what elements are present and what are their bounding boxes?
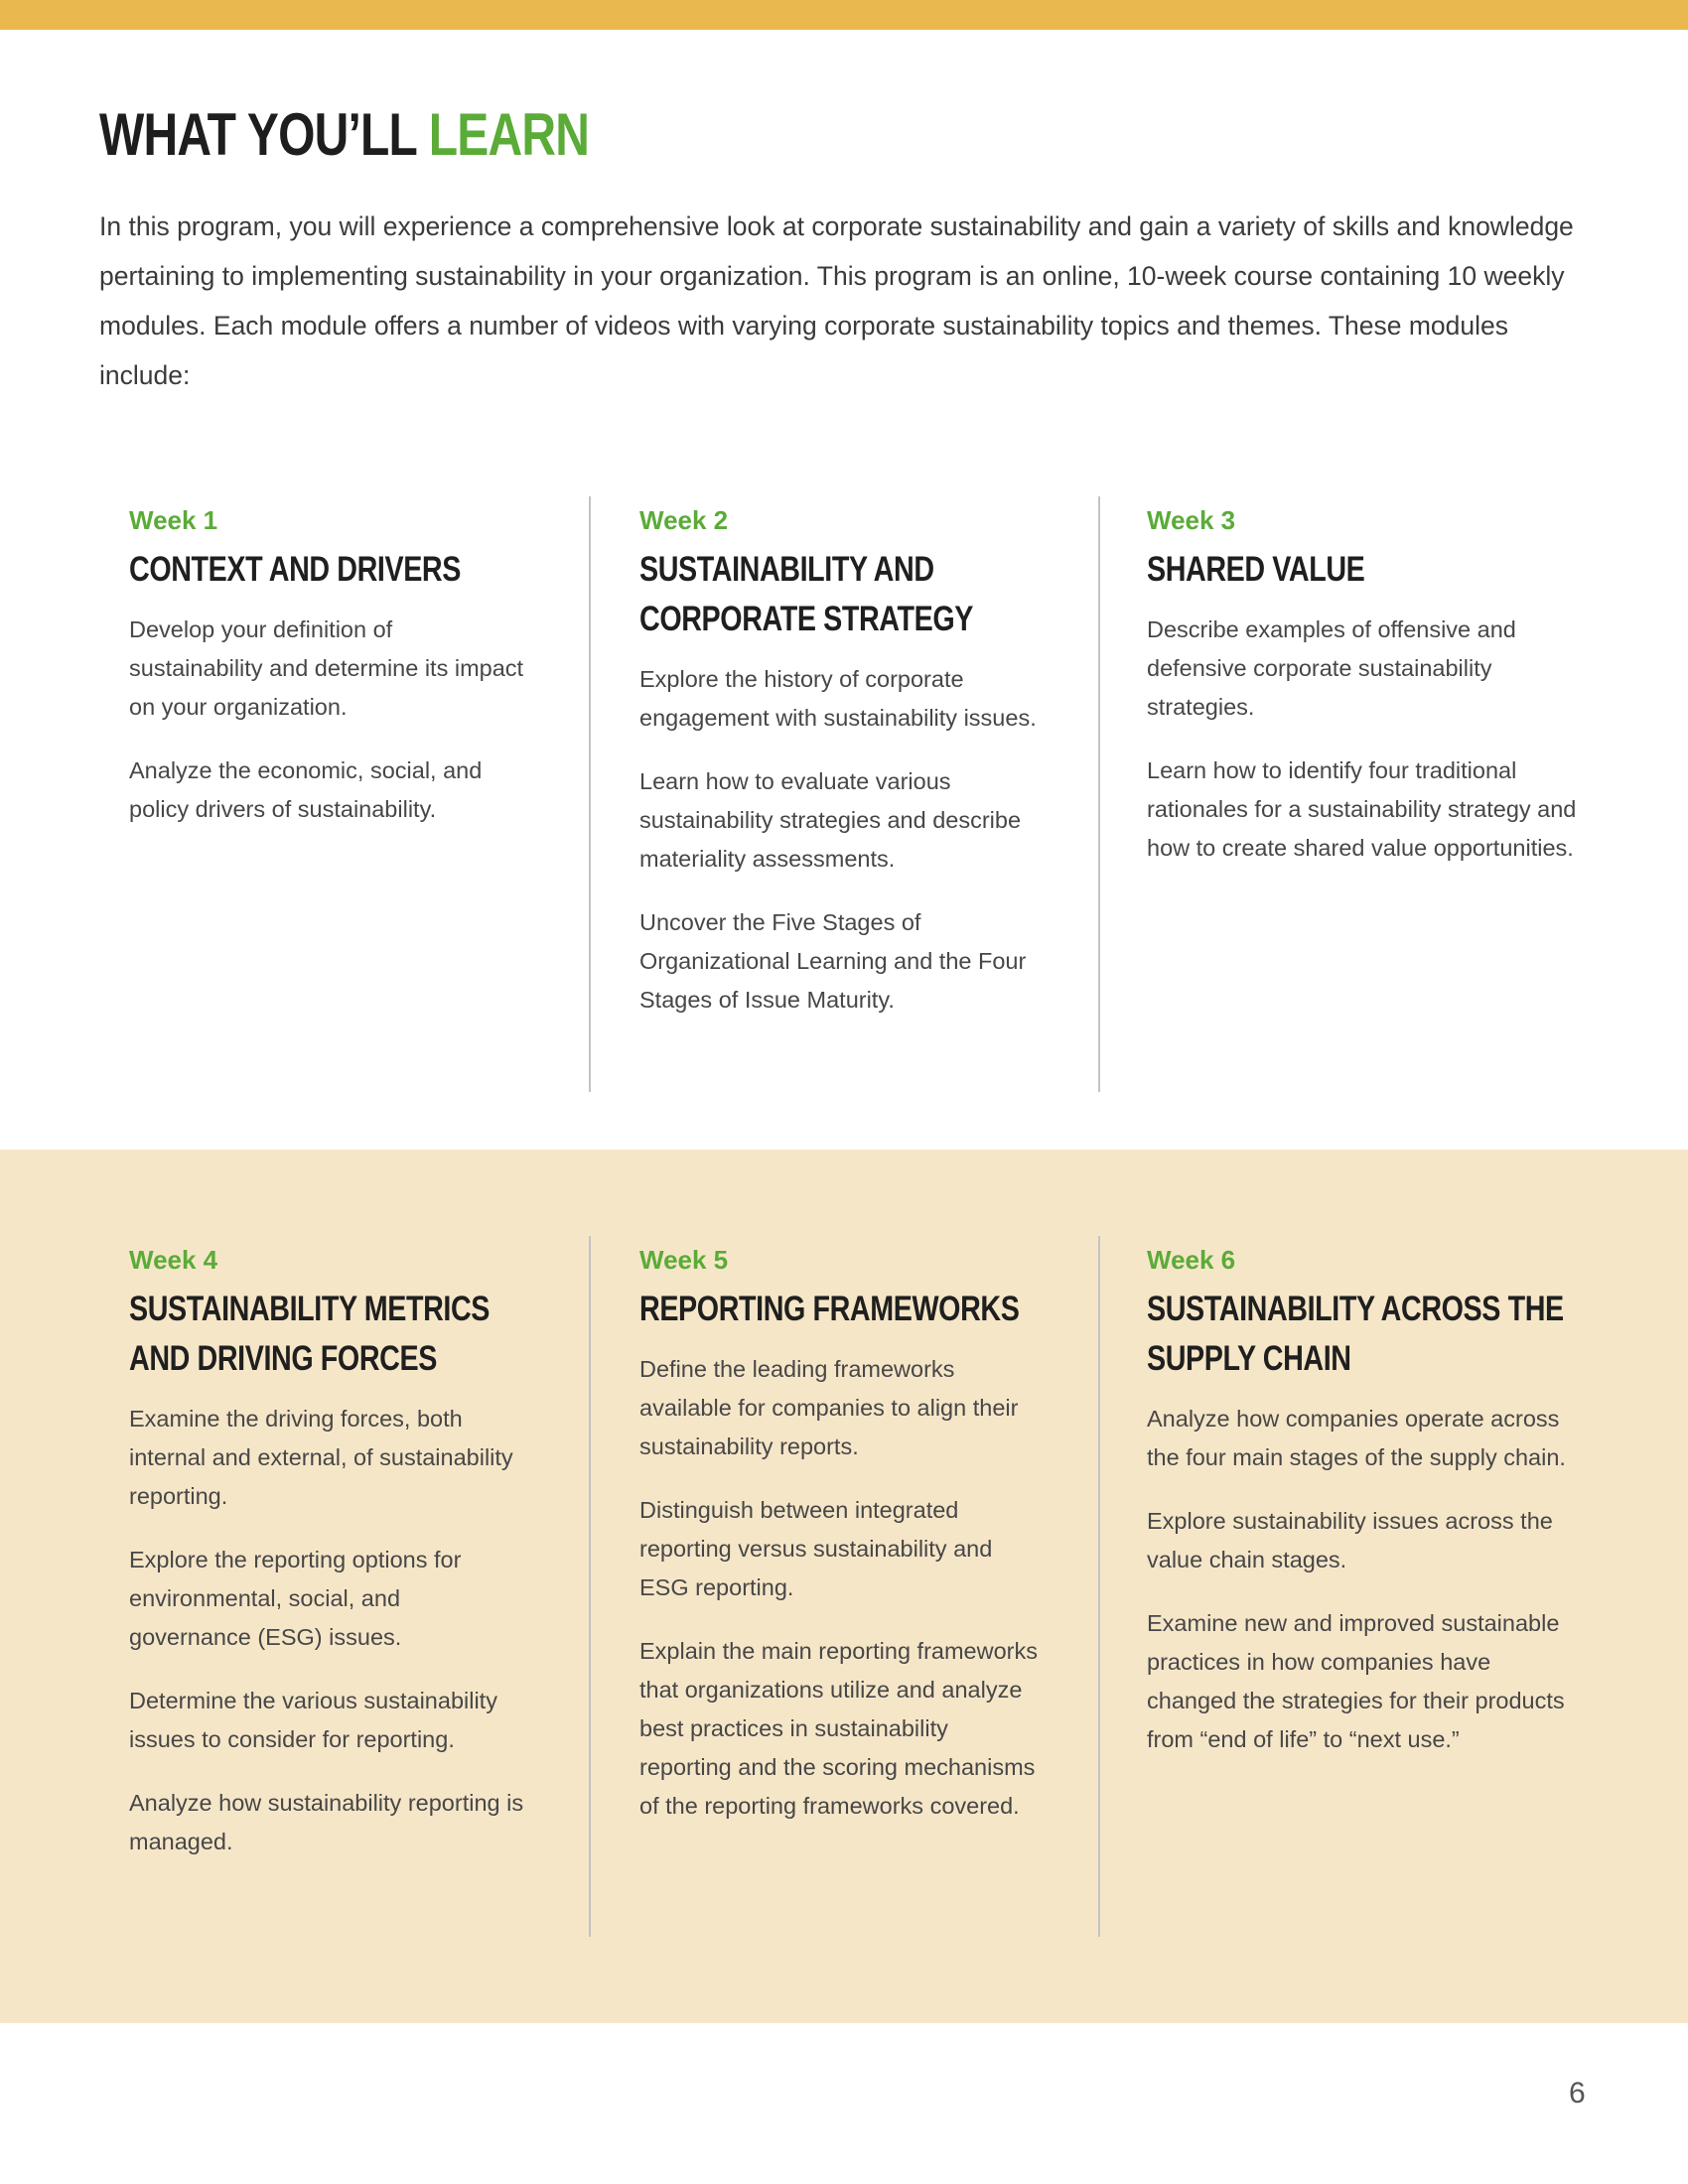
objective: Explore sustainability issues across the value chain stages. xyxy=(1147,1508,1553,1572)
module-week-5 xyxy=(589,1236,1046,1937)
module-title: SHARED VALUE xyxy=(1147,550,1365,589)
module-title: SUSTAINABILITY ACROSS THE SUPPLY CHAIN xyxy=(1147,1290,1564,1378)
objective: Uncover the Five Stages of Organizational Learning and the Four Stages of Issue Maturity. xyxy=(639,909,1027,1013)
module-title: SUSTAINABILITY METRICS AND DRIVING FORCES xyxy=(129,1290,491,1378)
week-label: Week 1 xyxy=(129,505,218,535)
module-week-6 xyxy=(1098,1236,1585,1937)
objective: Determine the various sustainability issues to consider for reporting. xyxy=(129,1688,497,1752)
week-label: Week 3 xyxy=(1147,505,1236,535)
objective: Analyze how sustainability reporting is managed. xyxy=(129,1790,524,1854)
week-label: Week 4 xyxy=(129,1245,218,1275)
intro-paragraph: In this program, you will experience a comprehensive look at corporate sustainability and gain a variety of skills and knowledge pertaining to implementing sustainability in your organization. This program is an online, 10-week course containing 10 weekly modules. Each module offers a number of videos with varying corporate sustainability topics and themes. These modules include: xyxy=(99,211,1574,390)
module-week-1 xyxy=(129,496,526,1092)
module-title: CONTEXT AND DRIVERS xyxy=(129,550,461,589)
objective: Examine new and improved sustainable practices in how companies have changed the strategies for their products from “end of life” to “next use.” xyxy=(1147,1610,1565,1752)
module-objectives xyxy=(129,611,526,829)
objective: Learn how to identify four traditional rationales for a sustainability strategy and how to create shared value opportunities. xyxy=(1147,757,1577,861)
module-week-2 xyxy=(589,496,1046,1092)
module-title: SUSTAINABILITY AND CORPORATE STRATEGY xyxy=(639,550,973,638)
module-objectives xyxy=(1147,1400,1585,1759)
page-title-accent: LEARN xyxy=(428,101,590,168)
objective: Define the leading frameworks available for companies to align their sustainability reports. xyxy=(639,1356,1019,1459)
page-number: 6 xyxy=(1569,2077,1586,2110)
module-objectives xyxy=(129,1400,526,1861)
page-title-main: WHAT YOU’LL xyxy=(99,101,417,168)
objective: Examine the driving forces, both internal and external, of sustainability reporting. xyxy=(129,1406,513,1509)
module-week-4 xyxy=(129,1236,526,1937)
objective: Analyze how companies operate across the four main stages of the supply chain. xyxy=(1147,1406,1566,1470)
week-label: Week 2 xyxy=(639,505,729,535)
modules-row-2 xyxy=(0,1236,1688,1937)
objective: Describe examples of offensive and defensive corporate sustainability strategies. xyxy=(1147,616,1516,720)
module-week-3 xyxy=(1098,496,1585,1092)
top-accent-bar xyxy=(0,0,1688,30)
week-label: Week 5 xyxy=(639,1245,729,1275)
objective: Explore the history of corporate engagement with sustainability issues. xyxy=(639,666,1037,731)
week-label: Week 6 xyxy=(1147,1245,1236,1275)
objective: Learn how to evaluate various sustainability strategies and describe materiality assessments. xyxy=(639,768,1022,872)
objective: Distinguish between integrated reporting versus sustainability and ESG reporting. xyxy=(639,1497,993,1600)
module-objectives xyxy=(639,660,1046,1020)
objective: Explain the main reporting frameworks that organizations utilize and analyze best practices in sustainability reporting and the scoring mechanisms of the reporting frameworks covered. xyxy=(639,1638,1038,1819)
modules-row-1 xyxy=(0,496,1688,1092)
objective: Analyze the economic, social, and policy drivers of sustainability. xyxy=(129,757,483,822)
module-objectives xyxy=(1147,611,1585,868)
module-title: REPORTING FRAMEWORKS xyxy=(639,1290,1020,1328)
objective: Explore the reporting options for environmental, social, and governance (ESG) issues. xyxy=(129,1547,462,1650)
objective: Develop your definition of sustainability and determine its impact on your organization. xyxy=(129,616,524,720)
page-title xyxy=(99,99,589,171)
module-objectives xyxy=(639,1350,1046,1826)
